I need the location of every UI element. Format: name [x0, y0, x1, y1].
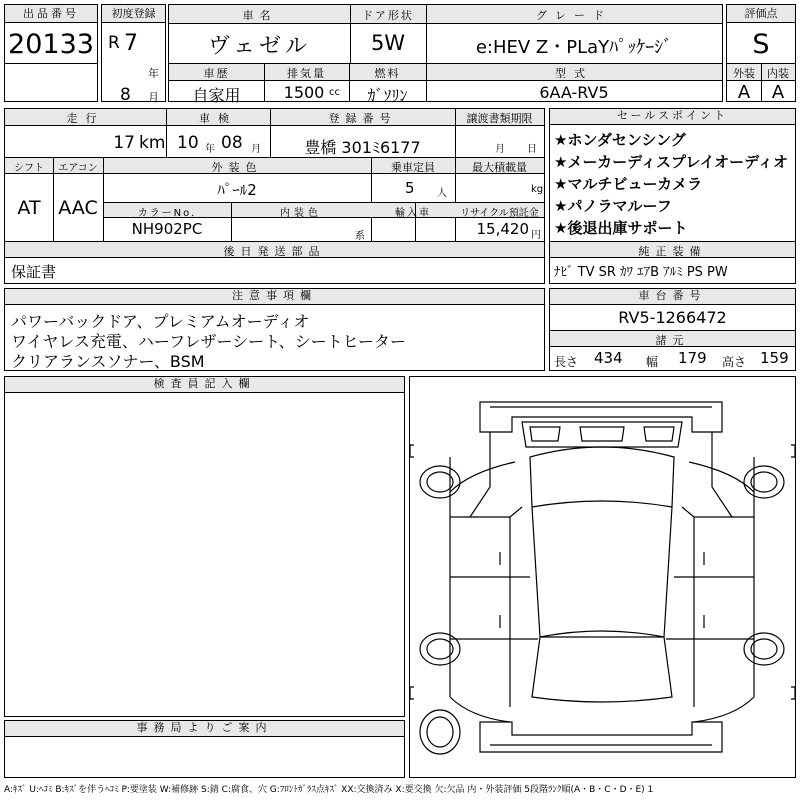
chassis-box — [549, 288, 796, 371]
door-type: 5W — [370, 31, 406, 55]
load-label: 最大積載量 — [472, 161, 527, 174]
inspection-month-unit: 月 — [251, 144, 261, 155]
recycle-unit: 円 — [531, 230, 541, 241]
ac-label: エアコン — [58, 163, 98, 174]
first-registration-box — [101, 4, 166, 105]
displacement: 1500 — [283, 83, 325, 102]
office-box — [4, 720, 405, 778]
score: S — [752, 29, 770, 60]
plate-label: 登録番号 — [328, 112, 397, 125]
transfer-month-unit: 月 — [495, 144, 505, 155]
transfer-label: 譲渡書類期限 — [466, 112, 533, 125]
lot-number: 20133 — [8, 29, 94, 60]
mileage: 17 — [113, 133, 135, 153]
year-unit: 年 — [148, 67, 161, 80]
height-label: 高さ — [722, 355, 747, 369]
ac: AAC — [58, 197, 98, 219]
shift-label: シフト — [14, 163, 44, 174]
car-diagram — [410, 377, 795, 777]
inspection-label: 車検 — [199, 112, 237, 125]
history: 自家用 — [192, 86, 241, 105]
exterior-score: A — [737, 82, 751, 103]
lot-label: 出品番号 — [5, 5, 97, 23]
era: R — [108, 33, 120, 53]
color-no-label: カラーNo. — [137, 208, 197, 219]
width-label: 幅 — [646, 355, 659, 369]
inspection-year-unit: 年 — [205, 144, 215, 155]
interior-color-unit: 系 — [355, 231, 365, 242]
sales-point-4: ★パノラマルーフ — [554, 197, 672, 215]
inspection-month: 08 — [221, 133, 243, 153]
recycle-label: リサイクル預託金 — [460, 208, 539, 219]
car-name: ヴェゼル — [207, 34, 312, 59]
grade: e:HEV Z・PLaYﾊﾟｯｹｰｼﾞ — [475, 37, 673, 58]
sales-point-5: ★後退出庫サポート — [554, 219, 688, 237]
inspector-label: 検査員記入欄 — [5, 377, 404, 393]
legend-footer: A:ｷｽﾞ U:ﾍｺﾐ B:ｷｽﾞを伴うﾍｺﾐ P:要塗装 W:補修跡 S:錆 C:腐食、穴 G:ﾌﾛﾝﾄｶﾞﾗｽ点ｷｽﾞ XX:交換済み X:要交換 欠:欠品 内・外装評価 5段階ﾗﾝｸ順(A・B・C・D・E) 1 — [4, 785, 654, 795]
reg-month: 8 — [120, 85, 131, 105]
interior-label: 内装 — [767, 67, 789, 80]
exterior-label: 外装 — [733, 67, 755, 80]
equipment: ﾅﾋﾞ TV SR ｶﾜ ｴｱB ｱﾙﾐ PS PW — [554, 265, 728, 280]
width: 179 — [678, 349, 707, 367]
displacement-label: 排気量 — [287, 67, 326, 80]
model-code: 6AA-RV5 — [539, 83, 609, 102]
seats: 5 — [405, 179, 415, 197]
fuel-label: 燃料 — [374, 67, 401, 80]
seats-label: 乗車定員 — [391, 161, 435, 174]
grade-label: グレード — [536, 9, 612, 22]
notes-label: 注意事項欄 — [5, 289, 544, 305]
fuel: ｶﾞｿﾘﾝ — [367, 86, 408, 105]
displacement-unit: cc — [329, 87, 340, 98]
history-label: 車歴 — [203, 67, 230, 80]
shift: AT — [17, 197, 41, 219]
details-block — [4, 108, 545, 284]
inspection-year: 10 — [177, 133, 199, 153]
color-label: 外装色 — [211, 161, 263, 174]
sales-points-box — [549, 108, 796, 284]
mileage-label: 走行 — [66, 112, 105, 125]
score-box — [726, 4, 796, 102]
car-name-label: 車名 — [242, 9, 277, 22]
load-unit: kg — [531, 184, 544, 195]
lot-box — [4, 4, 98, 102]
length: 434 — [594, 349, 623, 367]
car-diagram-box — [409, 376, 796, 778]
mileage-unit: km — [139, 133, 166, 153]
spec-block — [168, 4, 723, 105]
sales-label: セールスポイント — [550, 109, 795, 125]
month-unit: 月 — [148, 91, 161, 104]
notes-box — [4, 288, 545, 371]
note-line-3: クリアランスソナー、BSM — [11, 352, 205, 371]
spec-label: 諸元 — [655, 334, 690, 347]
note-line-2: ワイヤレス充電、ハーフレザーシート、シートヒーター — [11, 332, 407, 351]
inspector-box — [4, 376, 405, 717]
recycle-fee: 15,420 — [476, 220, 529, 238]
interior-color-label: 内装色 — [280, 208, 322, 219]
color-number: NH902PC — [131, 220, 203, 238]
plate-number: 豊橋 301ﾐ6177 — [304, 138, 421, 157]
office-label: 事務局よりご案内 — [5, 721, 404, 737]
exterior-color: ﾊﾟｰﾙ2 — [217, 181, 257, 199]
score-label: 評価点 — [727, 5, 795, 23]
model-label: 型式 — [555, 67, 593, 80]
sales-point-2: ★メーカーディスプレイオーディオ — [554, 153, 788, 171]
height: 159 — [760, 349, 789, 367]
transfer-day-unit: 日 — [527, 144, 537, 155]
interior-score: A — [771, 82, 785, 103]
first-reg-label: 初度登録 — [102, 5, 165, 23]
import-label: 輸入車 — [395, 208, 431, 219]
chassis-number: RV5-1266472 — [618, 308, 727, 327]
later-parts-label: 後日発送部品 — [223, 245, 326, 258]
sales-point-1: ★ホンダセンシング — [554, 131, 686, 149]
door-label: ドア形状 — [362, 9, 414, 22]
later-parts: 保証書 — [11, 263, 57, 281]
reg-year: 7 — [124, 31, 138, 56]
sales-point-3: ★マルチビューカメラ — [554, 175, 703, 193]
seats-unit: 人 — [437, 188, 447, 199]
length-label: 長さ — [554, 355, 579, 369]
chassis-label: 車台番号 — [550, 289, 795, 305]
note-line-1: パワーバックドア、プレミアムオーディオ — [11, 312, 310, 331]
equipment-label: 純正装備 — [638, 245, 707, 258]
